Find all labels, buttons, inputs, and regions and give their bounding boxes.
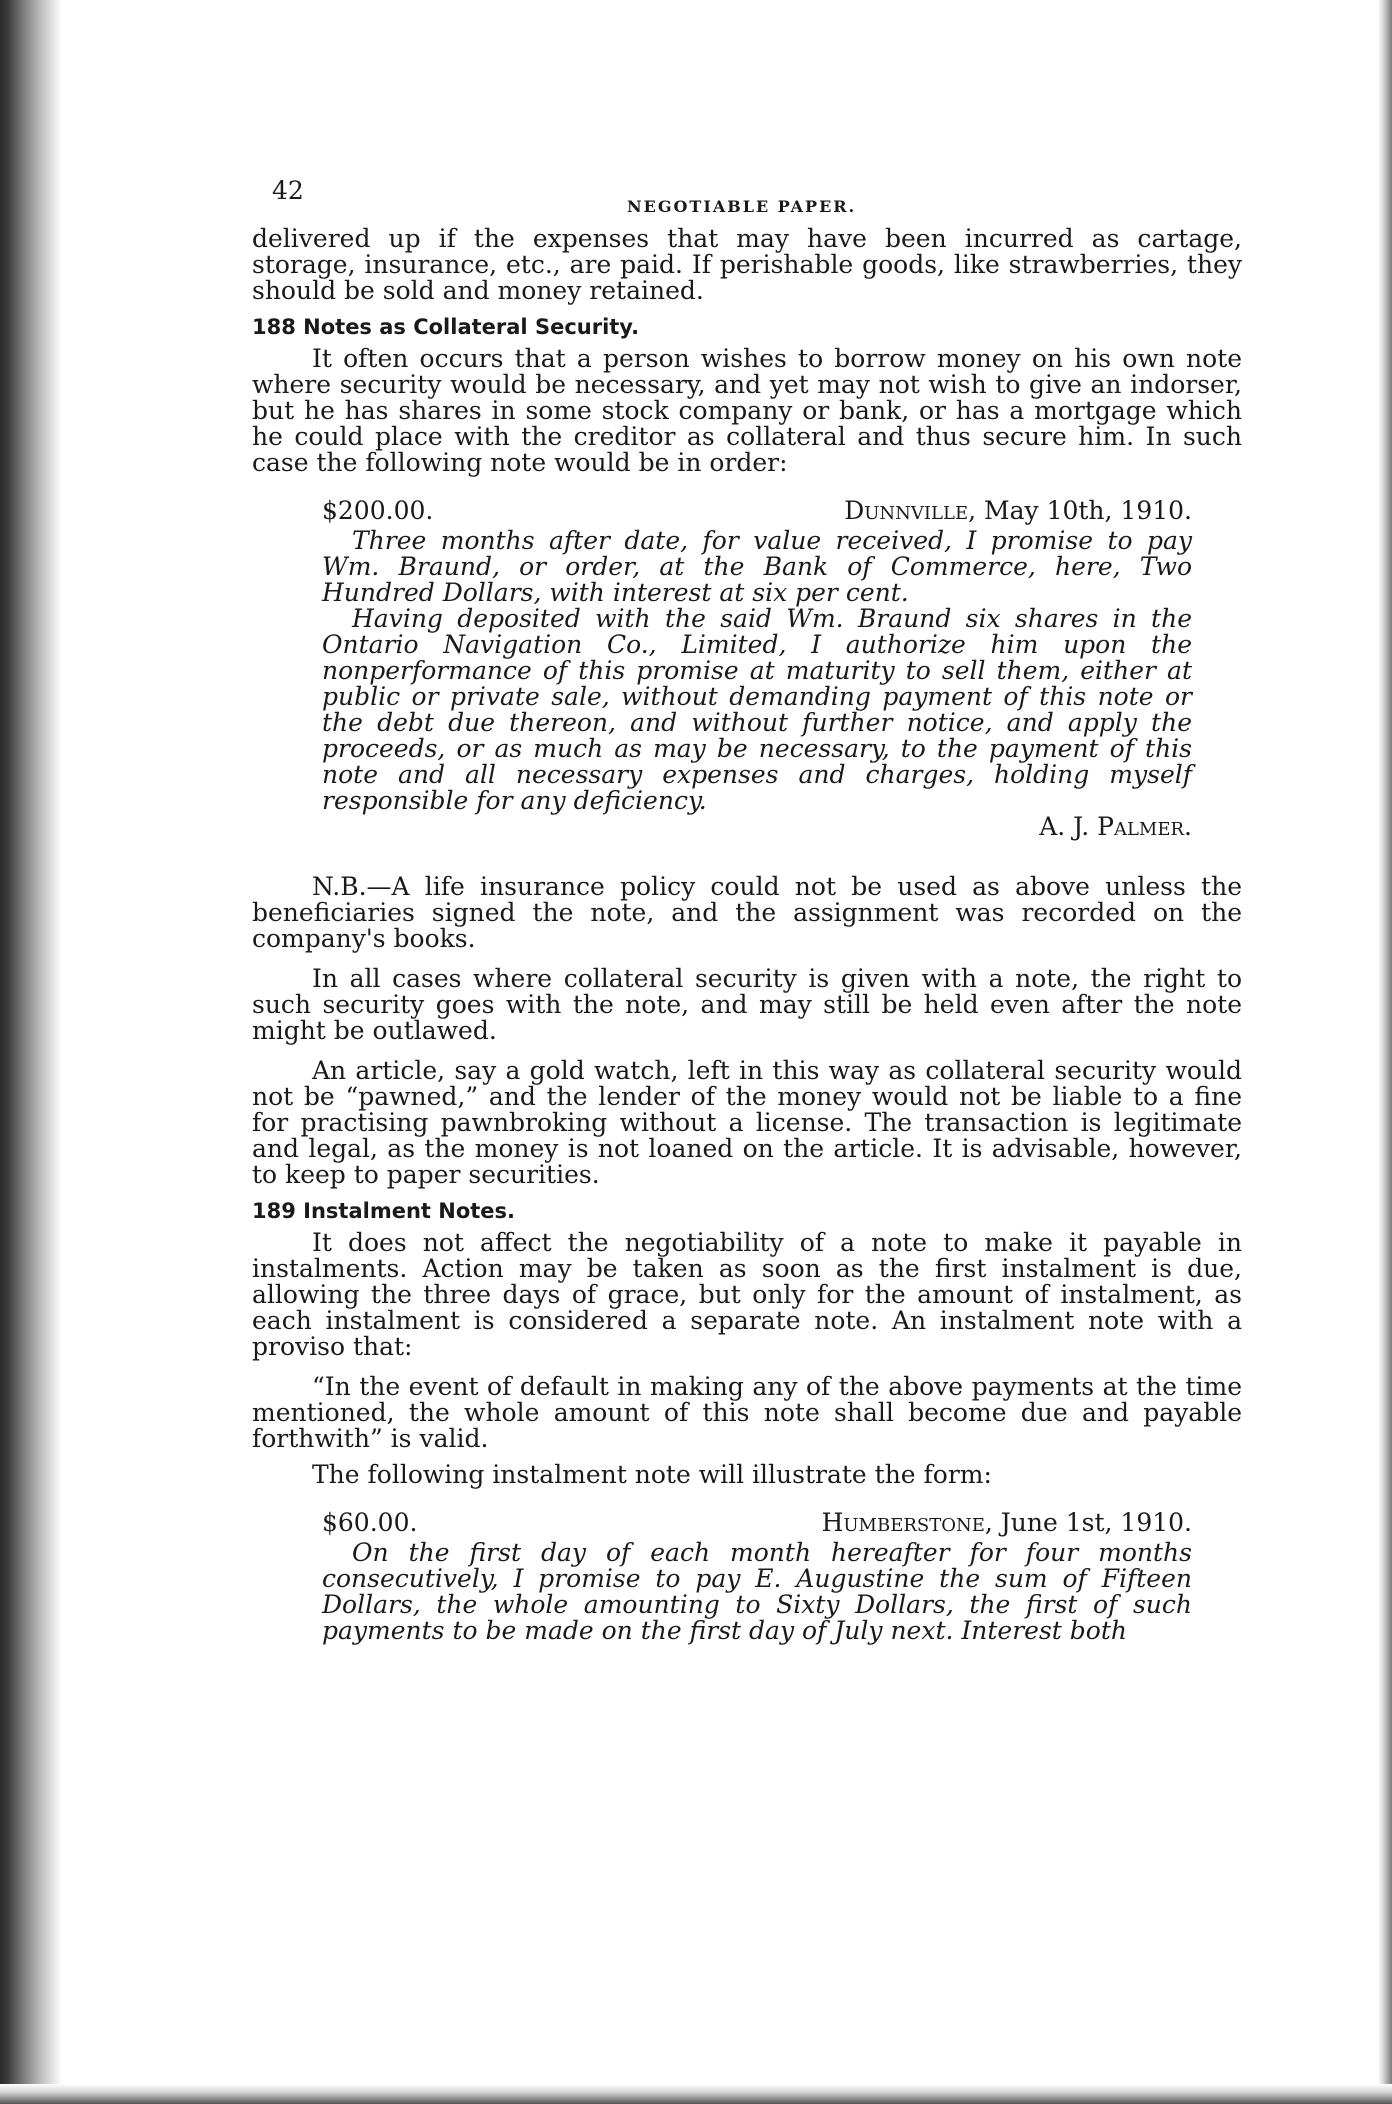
note-place-date xyxy=(844,498,1192,524)
paragraph-189-quote: “In the event of default in making any of the above payments at the time mentioned, the whole amount of this note shall become due and payable forthwith” is valid. xyxy=(252,1372,1242,1453)
note-amount: $200.00. xyxy=(322,496,434,525)
note2-place: Humberstone, xyxy=(821,1508,993,1537)
paragraph-188-1: It often occurs that a person wishes to borrow money on his own note where security would be necessary, and yet may not wish to give an indorser, but he has shares in some stock company or bank, or has a mortgage which he could place with the creditor as collateral and thus secure him. In such case the following note would be in order: xyxy=(252,344,1242,477)
note-signature-row xyxy=(322,814,1192,840)
paragraph-article: An article, say a gold watch, left in this way as collateral security would not be “pawned,” and the lender of the money would not be liable to a fine for practising pawnbroking without a license. The transaction is legitimate and legal, as the money is not loaned on the article. It is advisable, however, to keep to paper securities. xyxy=(252,1056,1242,1189)
instalment-note-example xyxy=(322,1510,1192,1644)
scan-bottom-edge xyxy=(0,2084,1392,2104)
collateral-note-example xyxy=(322,498,1192,840)
note2-place-date xyxy=(822,1510,1192,1536)
paragraph-all-cases: In all cases where collateral security is given with a note, the right to such security goes with the note, and may still be held even after the note might be outlawed. xyxy=(252,964,1242,1045)
note2-header-line xyxy=(322,1510,1192,1536)
page-number: 42 xyxy=(272,176,304,205)
section-heading-188: 188 Notes as Collateral Security. xyxy=(252,315,640,339)
page-header xyxy=(252,178,1242,226)
note-date: May 10th, 1910. xyxy=(984,496,1192,525)
paragraph-intro: delivered up if the expenses that may have been incurred as cartage, storage, insurance, etc., are paid. If perishable goods, like strawberries, they should be sold and money retained. xyxy=(252,224,1242,305)
paragraph-nb: N.B.—A life insurance policy could not be used as above unless the beneficiaries signed the note, and the assignment was recorded on the company's books. xyxy=(252,872,1242,953)
scan-binding-shadow xyxy=(0,0,62,2104)
scan-right-edge xyxy=(1378,0,1392,2104)
section-heading-189: 189 Instalment Notes. xyxy=(252,1199,516,1223)
note-signature: A. J. Palmer. xyxy=(1039,812,1192,841)
note-header-line xyxy=(322,498,1192,524)
paragraph-189-1: It does not affect the negotiability of a note to make it payable in instalments. Action may be taken as soon as the first instalment is due, allowing the three days of grace, but only for the amount of instalment, as each instalment is considered a separate note. An instalment note with a proviso that: xyxy=(252,1228,1242,1361)
note-place: Dunnville, xyxy=(844,496,977,525)
book-page xyxy=(252,178,1242,1644)
running-head: NEGOTIABLE PAPER. xyxy=(627,197,857,216)
note-promise-text: Three months after date, for value received, I promise to pay Wm. Braund, or order, at the Bank of Commerce, here, Two Hundred Dollars, with interest at six per cent. xyxy=(322,526,1192,607)
paragraph-189-form: The following instalment note will illustrate the form: xyxy=(312,1460,992,1489)
note-collateral-text-row xyxy=(322,606,1192,814)
note-collateral-text: Having deposited with the said Wm. Braund six shares in the Ontario Navigation Co., Limited, I authorize him upon the nonperformance of this promise at maturity to sell them, either at public or private sale, without demanding payment of this note or the debt due thereon, and without further notice, and apply the proceeds, or as much as may be necessary, to the payment of this note and all necessary expenses and charges, holding myself responsible for any deficiency. xyxy=(322,604,1192,815)
note2-date: June 1st, 1910. xyxy=(1000,1508,1192,1537)
note2-amount: $60.00. xyxy=(322,1508,418,1537)
note2-text: On the first day of each month hereafter for four months consecutively, I promise to pay E. Augustine the sum of Fifteen Dollars, the whole amounting to Sixty Dollars, the first of such payments to be made on the first day of July next. Interest both xyxy=(322,1538,1192,1645)
